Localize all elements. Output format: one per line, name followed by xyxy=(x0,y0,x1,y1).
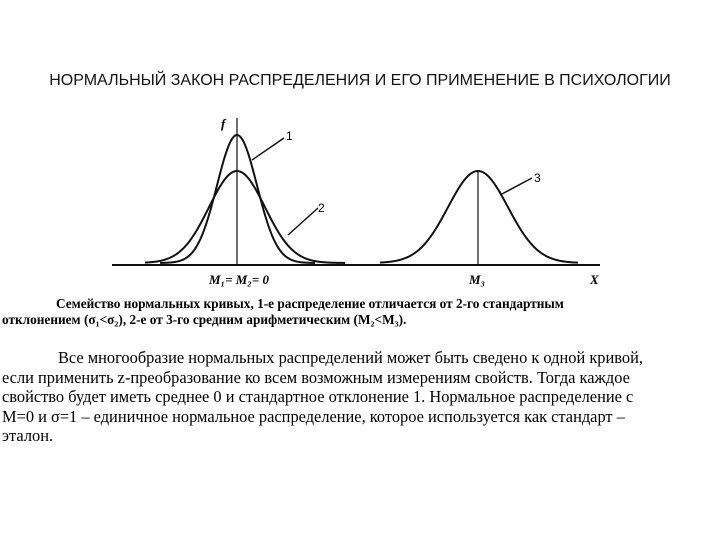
body-line-5: эталон. xyxy=(2,426,54,445)
caption-line-2: отклонением (σ₁<σ₂), 2-е от 3-го средним арифметическим (M₂<M₃). xyxy=(2,312,407,327)
curve-label-2: 2 xyxy=(318,201,325,215)
body-line-2: если применить z-преобразование ко всем возможным измерениям свойств. Тогда каждое xyxy=(2,367,630,387)
leader-2 xyxy=(288,208,318,235)
m3-label: M₃ xyxy=(469,272,486,287)
body-paragraph xyxy=(2,348,718,446)
m12-label: M₁= M₂= 0 xyxy=(209,272,269,287)
body-line-3: свойство будет иметь среднее 0 и стандартное отклонение 1. Нормальное распределение с xyxy=(2,387,634,406)
figure-caption xyxy=(2,296,718,328)
x-axis-label: X xyxy=(590,272,599,287)
curve-2 xyxy=(145,171,345,263)
y-axis-label: f xyxy=(221,116,226,131)
page-title: НОРМАЛЬНЫЙ ЗАКОН РАСПРЕДЕЛЕНИЯ И ЕГО ПРИМЕНЕНИЕ В ПСИХОЛОГИИ xyxy=(49,72,671,89)
curve-3 xyxy=(380,171,578,263)
leader-1 xyxy=(252,138,284,160)
leader-3 xyxy=(500,178,532,195)
normal-curves-diagram xyxy=(0,100,720,290)
body-line-4: М=0 и σ=1 – единичное нормальное распределение, которое используется как стандарт – xyxy=(2,406,625,426)
caption-line-1: Семейство нормальных кривых, 1-е распределение отличается от 2-го стандартным xyxy=(56,296,564,311)
curve-label-3: 3 xyxy=(534,171,541,185)
curve-label-1: 1 xyxy=(286,129,293,143)
body-line-1: Все многообразие нормальных распределений может быть сведено к одной кривой, xyxy=(58,348,643,367)
